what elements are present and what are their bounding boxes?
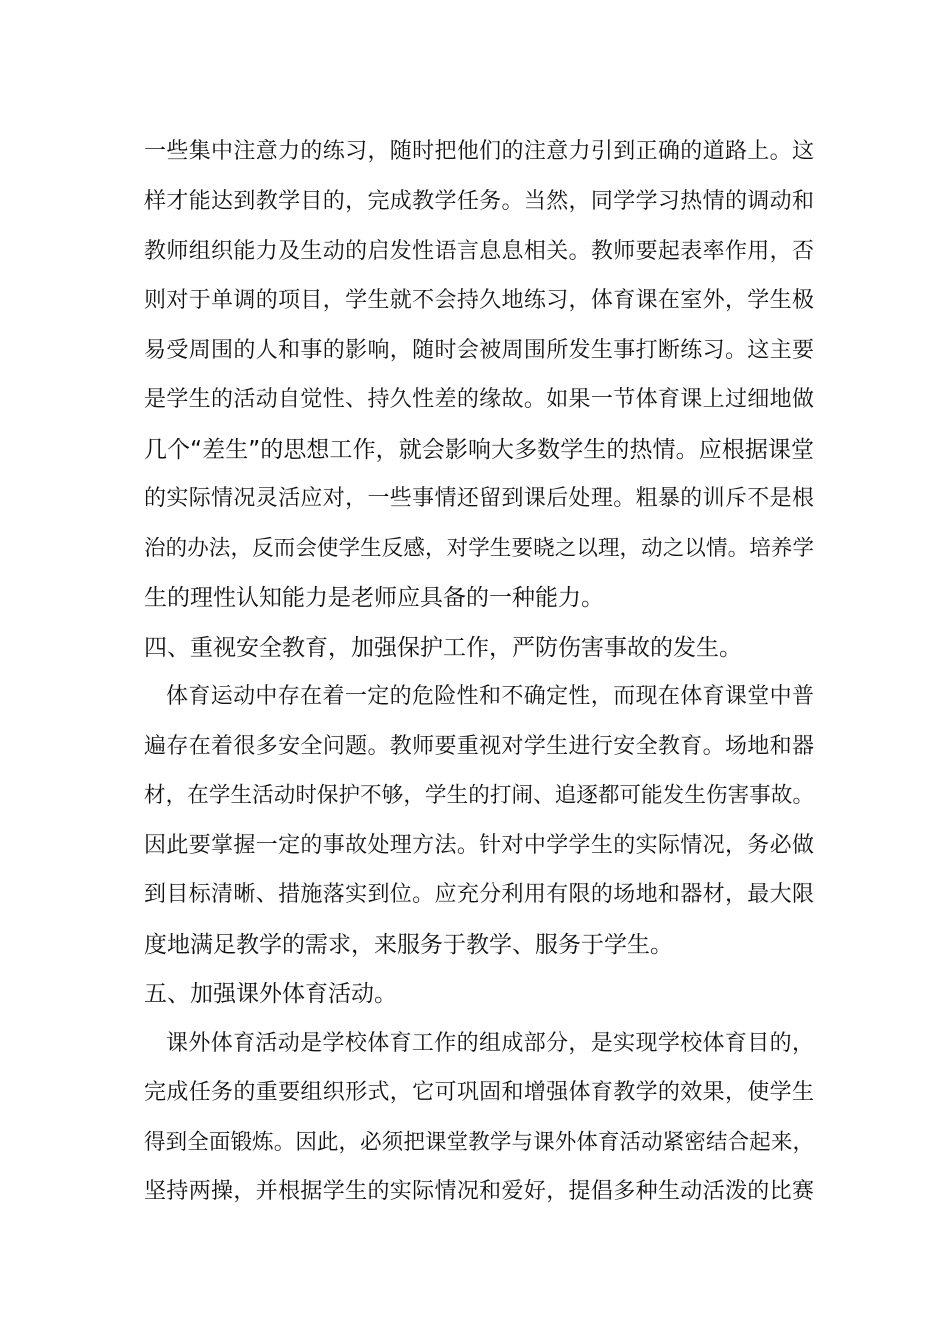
paragraph-line: 易受周围的人和事的影响，随时会被周围所发生事打断练习。这主要 [144, 338, 814, 363]
paragraph-line: 因此要掌握一定的事故处理方法。针对中学学生的实际情况，务必做 [144, 833, 814, 858]
paragraph-line: 生的理性认知能力是老师应具备的一种能力。 [144, 585, 604, 611]
paragraph-line: 教师组织能力及生动的启发性语言息息相关。教师要起表率作用，否 [144, 239, 814, 264]
paragraph-line: 度地满足教学的需求，来服务于教学、服务于学生。 [144, 932, 673, 958]
paragraph-line: 得到全面锻炼。因此，必须把课堂教学与课外体育活动紧密结合起来， [144, 1130, 814, 1155]
section-heading: 四、重视安全教育，加强保护工作，严防伤害事故的发生。 [144, 635, 742, 661]
paragraph-line: 几个“差生”的思想工作，就会影响大多数学生的热情。应根据课堂 [144, 437, 814, 463]
paragraph-line: 是学生的活动自觉性、持久性差的缘故。如果一节体育课上过细地做 [144, 387, 814, 412]
paragraph-line: 则对于单调的项目，学生就不会持久地练习，体育课在室外，学生极 [144, 288, 814, 313]
paragraph-line: 体育运动中存在着一定的危险性和不确定性，而现在体育课堂中普 [166, 684, 814, 709]
paragraph-line: 完成任务的重要组织形式，它可巩固和增强体育教学的效果，使学生 [144, 1080, 814, 1105]
paragraph-line: 到目标清晰、措施落实到位。应充分利用有限的场地和器材，最大限 [144, 882, 814, 907]
paragraph-line: 样才能达到教学目的，完成教学任务。当然，同学学习热情的调动和 [144, 189, 814, 214]
paragraph-line: 遍存在着很多安全问题。教师要重视对学生进行安全教育。场地和器 [144, 734, 814, 759]
paragraph-line: 的实际情况灵活应对，一些事情还留到课后处理。粗暴的训斥不是根 [144, 486, 814, 511]
paragraph-line: 材，在学生活动时保护不够，学生的打闹、追逐都可能发生伤害事故。 [144, 783, 814, 808]
section-heading: 五、加强课外体育活动。 [144, 981, 397, 1007]
paragraph-line: 一些集中注意力的练习，随时把他们的注意力引到正确的道路上。这 [144, 139, 814, 164]
paragraph-line: 治的办法，反而会使学生反感，对学生要晓之以理，动之以情。培养学 [144, 536, 814, 561]
paragraph-line: 课外体育活动是学校体育工作的组成部分，是实现学校体育目的， [166, 1031, 814, 1056]
paragraph-line: 坚持两操，并根据学生的实际情况和爱好，提倡多种生动活泼的比赛 [144, 1179, 814, 1204]
